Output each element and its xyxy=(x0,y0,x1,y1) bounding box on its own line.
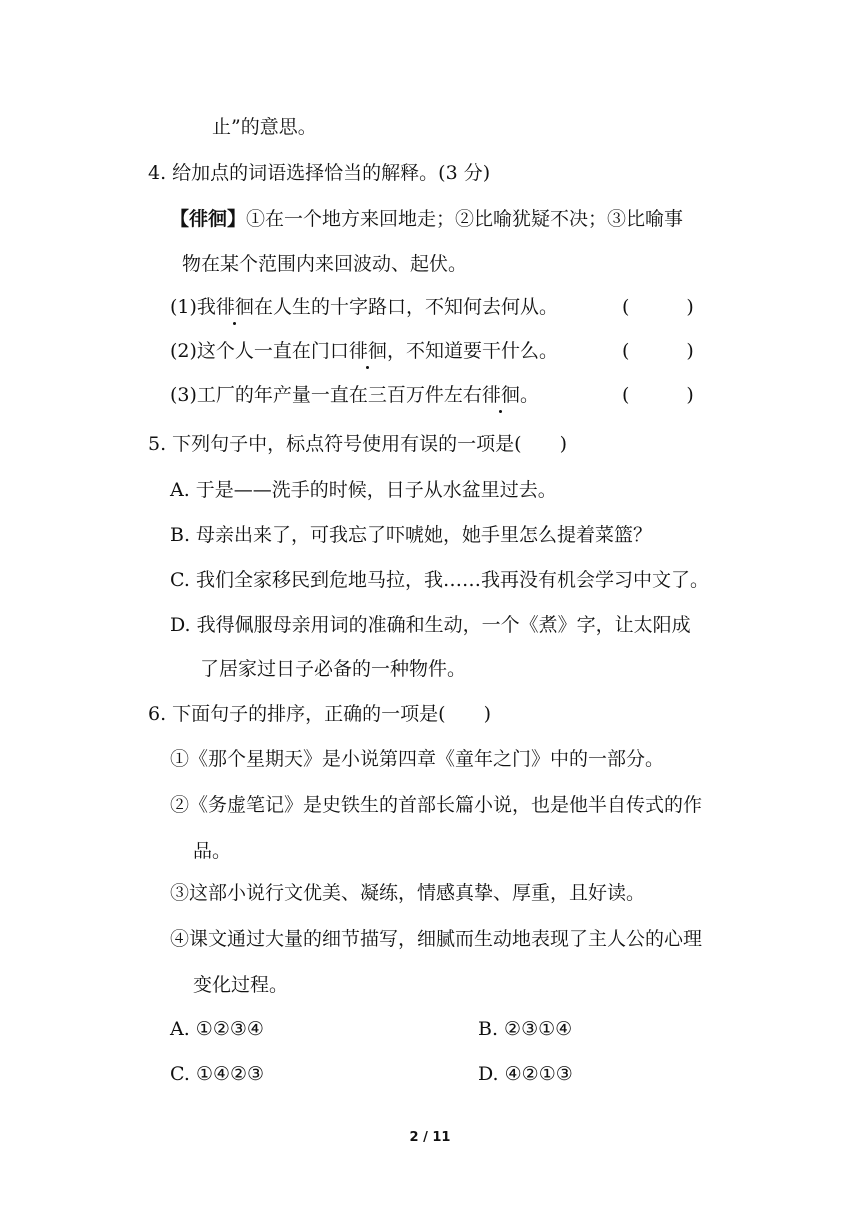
q4-item-1-dotted-word: 徘徊 xyxy=(215,296,254,318)
q6-option-d: D. ④②①③ xyxy=(478,1063,573,1085)
q4-item-3-pre: (3)工厂的年产量一直在三百万件左右 xyxy=(170,384,482,406)
q6-sentence-2-line1: ②《务虚笔记》是史铁生的首部长篇小说，也是他半自传式的作 xyxy=(170,794,703,816)
q6-sentence-4-line2: 变化过程。 xyxy=(193,974,289,996)
q4-item-1-pre: (1)我 xyxy=(170,296,216,318)
q5-option-c: C. 我们全家移民到危地马拉，我……我再没有机会学习中文了。 xyxy=(170,569,709,591)
q4-def1: ①在一个地方来回地走；②比喻犹疑不决；③比喻事 xyxy=(246,208,684,230)
q5-option-d-line1: D. 我得佩服母亲用词的准确和生动，一个《煮》字，让太阳成 xyxy=(170,614,691,636)
q4-item-3-answer-blank[interactable]: ( ) xyxy=(622,384,694,406)
q6-sentence-1: ①《那个星期天》是小说第四章《童年之门》中的一部分。 xyxy=(170,748,665,770)
q4-item-2-dotted-word: 徘徊 xyxy=(348,340,387,362)
q6-sentence-4-line1: ④课文通过大量的细节描写，细腻而生动地表现了主人公的心理 xyxy=(170,928,703,950)
q4-item-3 xyxy=(170,382,539,408)
q5-option-b: B. 母亲出来了，可我忘了吓唬她，她手里怎么提着菜篮？ xyxy=(170,524,653,546)
q4-item-1 xyxy=(170,294,558,320)
q6-title: 6. 下面句子的排序，正确的一项是( ) xyxy=(148,703,491,725)
q4-item-3-post: 。 xyxy=(519,384,539,406)
q4-item-2-answer-blank[interactable]: ( ) xyxy=(622,340,694,362)
continuation-text: 止”的意思。 xyxy=(212,116,317,138)
page-number: 2 / 11 xyxy=(409,1130,451,1145)
q5-title: 5. 下列句子中，标点符号使用有误的一项是( ) xyxy=(148,433,567,455)
q4-item-2-pre: (2)这个人一直在门口 xyxy=(170,340,349,362)
q4-definition-line2: 物在某个范围内来回波动、起伏。 xyxy=(182,253,468,275)
q4-term: 【徘徊】 xyxy=(170,208,247,230)
q6-option-c: C. ①④②③ xyxy=(170,1063,265,1085)
q4-item-3-dotted-word: 徘徊 xyxy=(481,384,520,406)
q5-option-a: A. 于是——洗手的时候，日子从水盆里过去。 xyxy=(170,479,557,501)
q4-item-2-post: ，不知道要干什么。 xyxy=(386,340,558,362)
q4-item-1-answer-blank[interactable]: ( ) xyxy=(622,296,694,318)
q6-option-b: B. ②③①④ xyxy=(478,1018,573,1040)
q4-item-2 xyxy=(170,338,558,364)
q6-option-a: A. ①②③④ xyxy=(170,1018,264,1040)
q6-sentence-2-line2: 品。 xyxy=(193,840,232,862)
q4-definition-line1 xyxy=(170,206,683,232)
q4-item-1-post: 在人生的十字路口，不知何去何从。 xyxy=(253,296,558,318)
q6-sentence-3: ③这部小说行文优美、凝练，情感真挚、厚重，且好读。 xyxy=(170,882,646,904)
q4-title: 4. 给加点的词语选择恰当的解释。(3 分) xyxy=(148,162,491,184)
q5-option-d-line2: 了居家过日子必备的一种物件。 xyxy=(200,658,467,680)
